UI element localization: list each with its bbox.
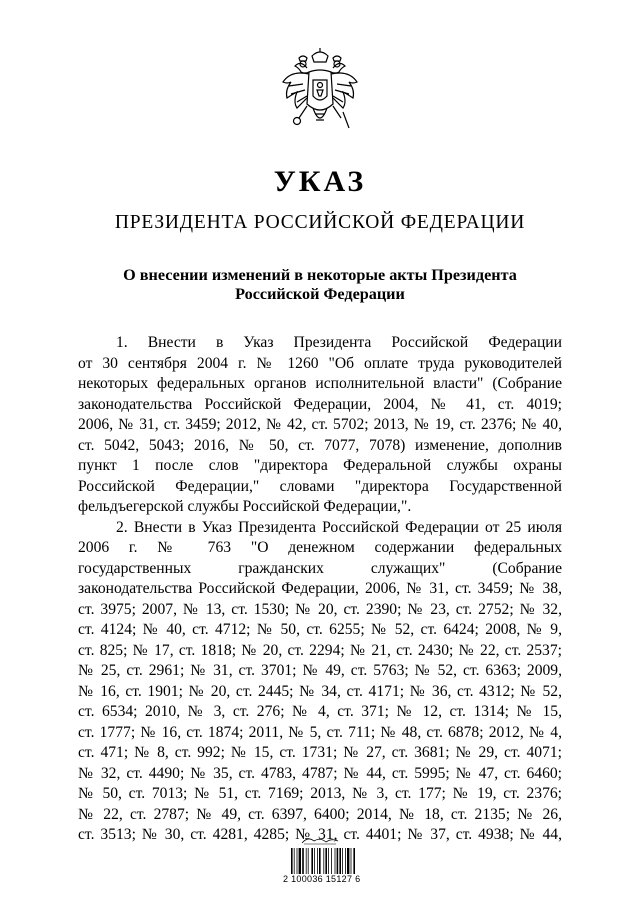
barcode-number: 2 100036 15127 6 [283, 874, 361, 884]
body-line: законодательства Российской Федерации, 2004, № 41, ст. 4019; [78, 395, 562, 413]
body-line: пункт 1 после слов "директора Федеральной службы охраны [78, 457, 562, 474]
body-line: от 30 сентября 2004 г. № 1260 "Об оплате труда руководителей [78, 354, 562, 372]
document-title: УКАЗ [273, 165, 367, 198]
body-line: № 22, ст. 2787; № 49, ст. 6397, 6400; 2014, № 18, ст. 2135; № 26, [78, 805, 562, 823]
body-line: 2006, № 31, ст. 3459; 2012, № 42, ст. 5702; 2013, № 19, ст. 2376; № 40, [78, 416, 562, 433]
body-line: государственных гражданских служащих" (Собрание [78, 559, 562, 577]
body-line: некоторых федеральных органов исполнительной власти" (Собрание [78, 375, 562, 392]
printer-mark-icon [300, 835, 340, 845]
body-line: № 32, ст. 4490; № 35, ст. 4783, 4787; № 44, ст. 5995; № 47, ст. 6460; [78, 764, 562, 782]
body-line: ст. 6534; 2010, № 3, ст. 276; № 4, ст. 371; № 12, ст. 1314; № 15, [78, 703, 562, 720]
body-line: ст. 471; № 8, ст. 992; № 15, ст. 1731; № 27, ст. 3681; № 29, ст. 4071; [78, 744, 562, 761]
body-line: ст. 5042, 5043; 2016, № 50, ст. 7077, 7078) изменение, дополнив [78, 436, 562, 454]
body-line: ст. 3975; 2007, № 13, ст. 1530; № 20, ст. 2390; № 23, ст. 2752; № 32, [78, 600, 562, 618]
body-line: 1. Внести в Указ Президента Российской Федерации [116, 334, 562, 351]
body-line: ст. 4124; № 40, ст. 4712; № 50, ст. 6255; № 52, ст. 6424; 2008, № 9, [78, 621, 562, 638]
body-line: № 25, ст. 2961; № 31, ст. 3701; № 49, ст. 5763; № 52, ст. 6363; 2009, [78, 662, 562, 679]
body-line: ст. 3513; № 30, ст. 4281, 4285; № 31, ст. 4401; № 37, ст. 4938; № 44, [78, 826, 562, 843]
body-line: № 50, ст. 7013; № 51, ст. 7169; 2013, № 3, ст. 177; № 19, ст. 2376; [78, 785, 562, 802]
document-subtitle: ПРЕЗИДЕНТА РОССИЙСКОЙ ФЕДЕРАЦИИ [114, 212, 526, 233]
body-line: ст. 825; № 17, ст. 1818; № 20, ст. 2294; № 21, ст. 2430; № 22, ст. 2537; [78, 641, 562, 659]
decree-heading [0, 266, 640, 304]
body-line: 2. Внести в Указ Президента Российской Федерации от 25 июля [116, 518, 562, 536]
decree-heading-line: О внесении изменений в некоторые акты Президента [123, 266, 517, 284]
body-line: № 16, ст. 1901; № 20, ст. 2445; № 34, ст. 4171; № 36, ст. 4312; № 52, [78, 682, 562, 700]
body-line: ст. 1777; № 16, ст. 1874; 2011, № 5, ст. 711; № 48, ст. 6878; 2012, № 4, [78, 723, 562, 741]
body-line: 2006 г. № 763 "О денежном содержании федеральных [78, 539, 562, 556]
body-line: фельдъегерской службы Российской Федерации,". [78, 498, 412, 515]
body-line: законодательства Российской Федерации, 2006, № 31, ст. 3459; № 38, [78, 580, 562, 597]
decree-heading-line: Российской Федерации [235, 285, 405, 303]
decree-body [78, 333, 562, 846]
coat-of-arms-icon [277, 46, 363, 142]
body-line: Российской Федерации," словами "директора Государственной [78, 477, 562, 495]
barcode-icon [291, 848, 369, 874]
